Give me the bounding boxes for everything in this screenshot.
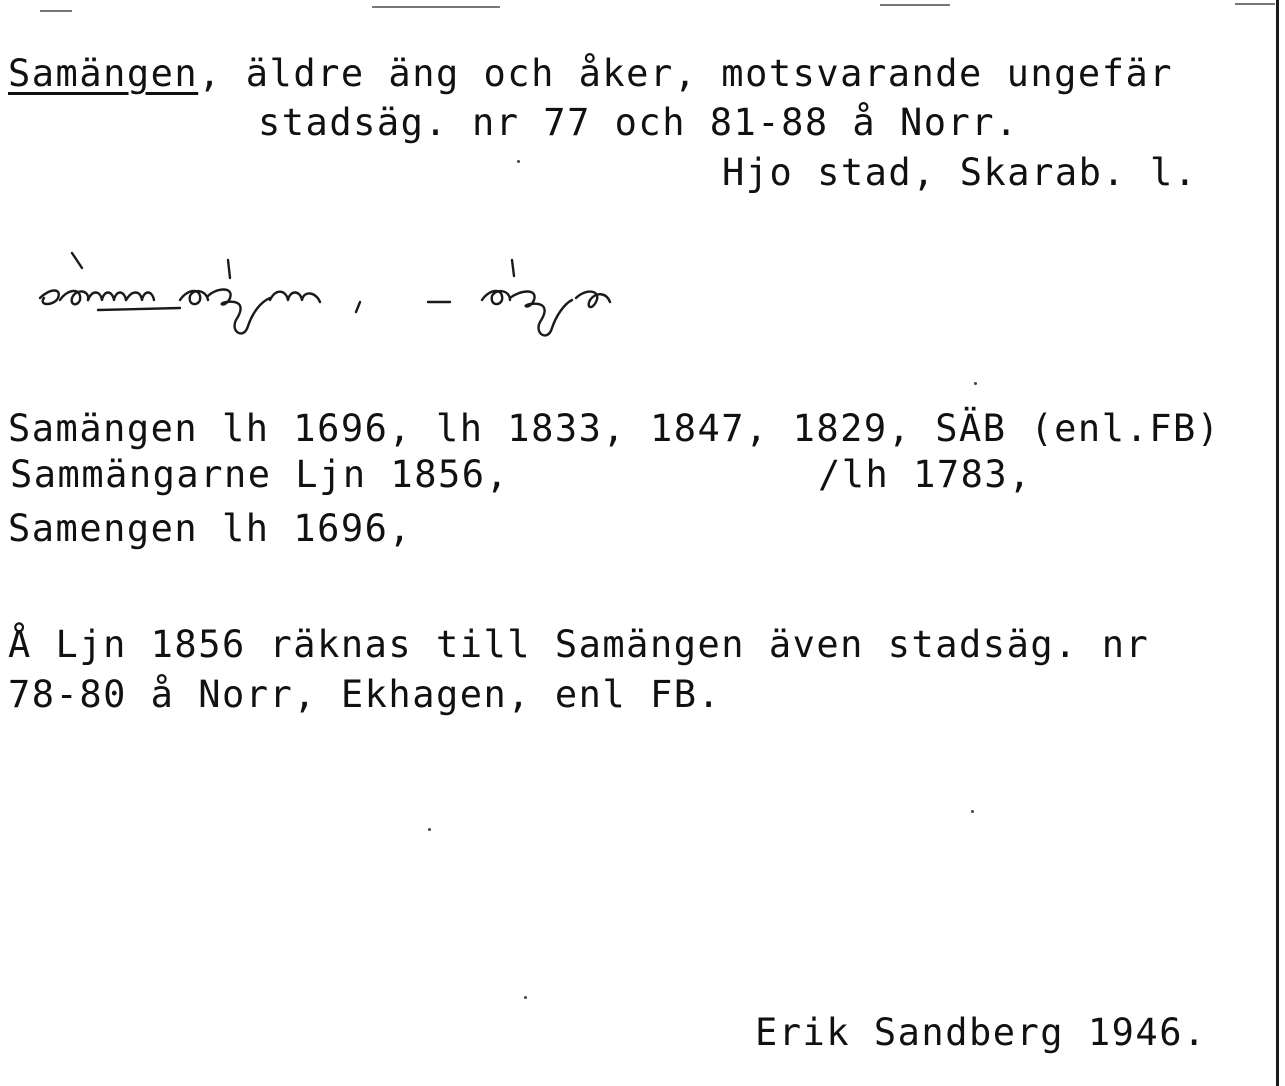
- scan-mark: [1235, 3, 1275, 5]
- scan-mark: [40, 10, 72, 12]
- scan-speck: [974, 382, 977, 385]
- scan-speck: [428, 828, 431, 831]
- note-line-1: Å Ljn 1856 räknas till Samängen även stadsäg. nr: [8, 623, 1150, 666]
- form-line-2b: /lh 1783,: [818, 453, 1032, 496]
- form-line-1: Samängen lh 1696, lh 1833, 1847, 1829, SÄB (enl.FB): [8, 407, 1221, 450]
- form-line-3: Samengen lh 1696,: [8, 507, 413, 550]
- headword: Samängen: [8, 52, 199, 95]
- handwriting-drawing: [30, 248, 670, 358]
- handwritten-pronunciation: [30, 248, 670, 362]
- location-line: Hjo stad, Skarab. l.: [722, 151, 1198, 194]
- card-edge: [1276, 0, 1279, 1086]
- scan-speck: [524, 996, 527, 999]
- form-line-2: Sammängarne Ljn 1856,: [10, 453, 510, 496]
- header-description: , äldre äng och åker, motsvarande ungefär: [198, 52, 1174, 95]
- note-line-2: 78-80 å Norr, Ekhagen, enl FB.: [8, 673, 722, 716]
- header-line-1: [8, 52, 1174, 95]
- signature: Erik Sandberg 1946.: [755, 1011, 1207, 1054]
- scan-mark: [372, 6, 500, 8]
- scan-speck: [517, 160, 520, 163]
- scan-speck: [971, 810, 974, 813]
- header-line-2: stadsäg. nr 77 och 81-88 å Norr.: [258, 101, 1019, 144]
- scan-mark: [880, 4, 950, 6]
